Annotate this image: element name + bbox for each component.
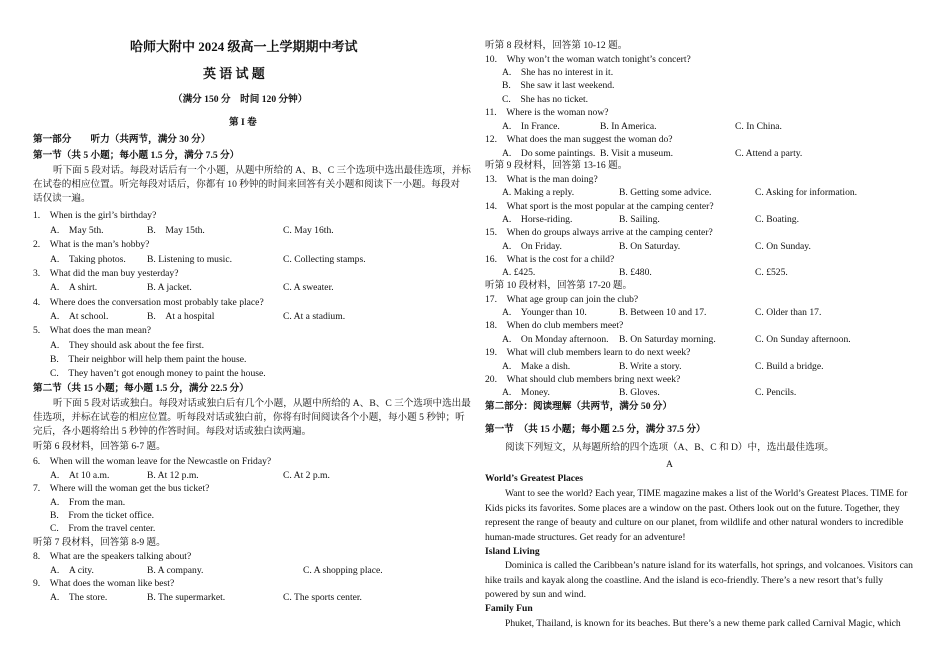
option: C. A shopping place. — [303, 565, 383, 576]
option: B. She saw it last weekend. — [502, 80, 615, 91]
option: B. A jacket. — [147, 282, 192, 293]
paragraph-line: powered by sun and wind. — [485, 589, 586, 600]
option: C. At 2 p.m. — [283, 470, 330, 481]
score-time: （满分 150 分 时间 120 分钟） — [173, 94, 308, 105]
option: A. Make a dish. — [502, 361, 571, 372]
option: C. Older than 17. — [755, 307, 822, 318]
option: C. £525. — [755, 267, 788, 278]
option: B. On Saturday. — [619, 241, 681, 252]
option: C. Build a bridge. — [755, 361, 824, 372]
option: B. Visit a museum. — [600, 148, 674, 159]
volume-label: 第 I 卷 — [229, 117, 257, 128]
option: B. On Saturday morning. — [619, 334, 716, 345]
sec2-heading: 第二节（共 15 小题；每小题 1.5 分，满分 22.5 分） — [33, 383, 249, 394]
option: A. A shirt. — [50, 282, 98, 293]
question-4: 4. Where does the conversation most probably take place? — [33, 297, 264, 308]
sec2-instruction-line: 听下面 5 段对话或独白。每段对话或独白后有几个小题，从题中所给的 A、B、C 三个选项中选出最 — [53, 398, 471, 409]
option: B. Gloves. — [619, 387, 660, 398]
question-7: 7. Where will the woman get the bus ticket? — [33, 483, 210, 494]
option: A. Making a reply. — [502, 187, 575, 198]
option: A. A city. — [50, 565, 94, 576]
option: A. Horse-riding. — [502, 214, 573, 225]
option: A. May 5th. — [50, 225, 104, 236]
subheading-island-living: Island Living — [485, 546, 540, 557]
option: A. £425. — [502, 267, 536, 278]
question-10: 10. Why won’t the woman watch tonight’s concert? — [485, 54, 691, 65]
material-7: 听第 7 段材料，回答第 8-9 题。 — [33, 537, 166, 548]
option: C. In China. — [735, 121, 782, 132]
question-1: 1. When is the girl’s birthday? — [33, 210, 157, 221]
paragraph-line: human-made structures. Get ready for an adventure! — [485, 532, 686, 543]
option: A. The store. — [50, 592, 108, 603]
option: B. £480. — [619, 267, 652, 278]
material-6: 听第 6 段材料，回答第 6-7 题。 — [33, 441, 166, 452]
option: B. In America. — [600, 121, 657, 132]
option: B. The supermarket. — [147, 592, 226, 603]
option: A. At school. — [50, 311, 109, 322]
question-6: 6. When will the woman leave for the Newcastle on Friday? — [33, 456, 272, 467]
sec2-instruction-line: 佳选项，并标在试卷的相应位置。听每段对话或独白前，你将有时间阅读各个小题，每小题 5 秒钟；听 — [33, 412, 465, 423]
question-2: 2. What is the man’s hobby? — [33, 239, 150, 250]
question-11: 11. Where is the woman now? — [485, 107, 609, 118]
option: A. At 10 a.m. — [50, 470, 110, 481]
option: C. On Sunday. — [755, 241, 811, 252]
paragraph-line: represent the range of beauty and culture on our planet, from wildlife and other natural wonders to incredible — [485, 517, 904, 528]
paragraph-line: Kids picks its favorites. Some places are a window on the past. Others look out on the future. Together, they — [485, 503, 900, 514]
option: B. Listening to music. — [147, 254, 233, 265]
option: B. Sailing. — [619, 214, 660, 225]
material-8: 听第 8 段材料，回答第 10-12 题。 — [485, 40, 628, 51]
subject-title: 英 语 试 题 — [203, 66, 265, 81]
question-18: 18. When do club members meet? — [485, 320, 624, 331]
paragraph-line: hike trails and kayak along the coastline. And the island is eco-friendly. There’s a new resort that’s fully — [485, 575, 884, 586]
sec1-instruction-line: 听下面 5 段对话。每段对话后有一个小题，从题中所给的 A、B、C 三个选项中选出最佳选项，并标 — [53, 165, 471, 176]
option: C. Pencils. — [755, 387, 797, 398]
option: C. The sports center. — [283, 592, 362, 603]
question-12: 12. What does the man suggest the woman do? — [485, 134, 673, 145]
question-5: 5. What does the man mean? — [33, 325, 152, 336]
paragraph-line: Phuket, Thailand, is known for its beaches. But there’s a new theme park called Carnival Magic, which — [505, 618, 901, 629]
option: A. Do some paintings. — [502, 148, 596, 159]
option: B. Write a story. — [619, 361, 682, 372]
option: B. Getting some advice. — [619, 187, 712, 198]
question-13: 13. What is the man doing? — [485, 174, 598, 185]
question-20: 20. What should club members bring next week? — [485, 374, 681, 385]
question-17: 17. What age group can join the club? — [485, 294, 639, 305]
sec1-instruction-line: 在试卷的相应位置。听完每段对话后，你都有 10 秒钟的时间来回答有关小题和阅读下一小题。每段对 — [33, 179, 460, 190]
option: A. Money. — [502, 387, 550, 398]
question-8: 8. What are the speakers talking about? — [33, 551, 192, 562]
option: C. Collecting stamps. — [283, 254, 366, 265]
option: C. Boating. — [755, 214, 799, 225]
option: A. They should ask about the fee first. — [50, 340, 204, 351]
option: A. On Friday. — [502, 241, 562, 252]
option: C. On Sunday afternoon. — [755, 334, 851, 345]
option: A. Younger than 10. — [502, 307, 587, 318]
option: A. On Monday afternoon. — [502, 334, 609, 345]
option: B. From the ticket office. — [50, 510, 154, 521]
option: A. In France. — [502, 121, 560, 132]
paragraph-line: Dominica is called the Caribbean’s nature island for its waterfalls, hot springs, and volcanoes. Visitors can — [505, 560, 913, 571]
option: A. Taking photos. — [50, 254, 126, 265]
option: C. Attend a party. — [735, 148, 803, 159]
option: A. She has no interest in it. — [502, 67, 614, 78]
option: B. At a hospital — [147, 311, 215, 322]
reading-instruction: 阅读下列短文，从每题所给的四个选项（A、B、C 和 D）中，选出最佳选项。 — [505, 442, 834, 453]
option: B. Between 10 and 17. — [619, 307, 707, 318]
option: B. Their neighbor will help them paint the house. — [50, 354, 247, 365]
passage-label: A — [666, 459, 673, 470]
option: C. They haven’t got enough money to paint the house. — [50, 368, 266, 379]
option: C. May 16th. — [283, 225, 334, 236]
subheading-family-fun: Family Fun — [485, 603, 533, 614]
question-19: 19. What will club members learn to do next week? — [485, 347, 691, 358]
option: A. From the man. — [50, 497, 126, 508]
exam-title: 哈师大附中 2024 级高一上学期期中考试 — [130, 39, 358, 54]
part2-heading: 第二部分：阅读理解（共两节，满分 50 分） — [485, 401, 673, 412]
sec1-instruction-line: 话仅读一遍。 — [33, 193, 91, 204]
question-9: 9. What does the woman like best? — [33, 578, 175, 589]
option: B. At 12 p.m. — [147, 470, 199, 481]
sec1-heading: 第一节（共 5 小题；每小题 1.5 分，满分 7.5 分） — [33, 150, 240, 161]
option: C. From the travel center. — [50, 523, 156, 534]
option: C. A sweater. — [283, 282, 334, 293]
question-3: 3. What did the man buy yesterday? — [33, 268, 179, 279]
sec2-instruction-line: 完后，各小题将给出 5 秒钟的作答时间。每段对话或独白读两遍。 — [33, 426, 312, 437]
option: C. At a stadium. — [283, 311, 346, 322]
question-16: 16. What is the cost for a child? — [485, 254, 615, 265]
option: B. A company. — [147, 565, 204, 576]
material-9: 听第 9 段材料，回答第 13-16 题。 — [485, 160, 628, 171]
material-10: 听第 10 段材料，回答第 17-20 题。 — [485, 280, 633, 291]
passage-title: World’s Greatest Places — [485, 473, 584, 484]
reading-sec1-heading: 第一节 （共 15 小题；每小题 2.5 分，满分 37.5 分） — [485, 424, 706, 435]
option: C. She has no ticket. — [502, 94, 589, 105]
option: C. Asking for information. — [755, 187, 858, 198]
option: B. May 15th. — [147, 225, 205, 236]
paragraph-line: Want to see the world? Each year, TIME magazine makes a list of the World’s Greatest Places. TIME for — [505, 488, 908, 499]
question-15: 15. When do groups always arrive at the camping center? — [485, 227, 713, 238]
question-14: 14. What sport is the most popular at the camping center? — [485, 201, 714, 212]
part1-heading: 第一部分 听力（共两节，满分 30 分） — [33, 134, 211, 145]
